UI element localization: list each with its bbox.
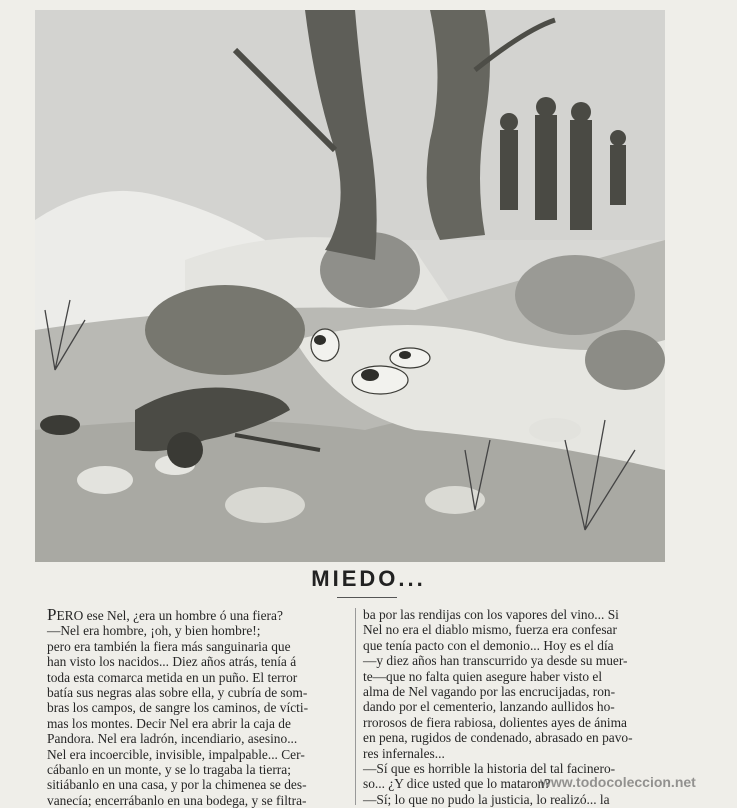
title-divider bbox=[337, 597, 397, 598]
watermark-text: www.todocoleccion.net bbox=[540, 774, 696, 790]
text-line: Pandora. Nel era ladrón, incendiario, asesino... bbox=[47, 731, 298, 747]
text-line: alma de Nel vagando por las encrucijadas, ron- bbox=[363, 684, 616, 700]
text-line: bras los campos, de sangre los caminos, de vícti- bbox=[47, 700, 309, 716]
text-line: mas los montes. Decir Nel era abrir la caja de bbox=[47, 715, 291, 731]
text-line: Nel era incoercible, invisible, impalpable... Cer- bbox=[47, 746, 305, 762]
text-line: so... ¿Y dice usted que lo mataron? bbox=[363, 776, 551, 792]
text-line: cábanlo en un monte, y se lo tragaba la tierra; bbox=[47, 762, 291, 778]
text-line: que tenía pacto con el demonio... Hoy es el día bbox=[363, 637, 614, 653]
text-line: —y diez años han transcurrido ya desde su muer- bbox=[363, 653, 628, 669]
text-line: —Sí; lo que no pudo la justicia, lo realizó... la bbox=[363, 791, 610, 807]
text-line: ba por las rendijas con los vapores del vino... Si bbox=[363, 607, 619, 622]
text-line: sitiábanlo en una casa, y por la chimenea se des- bbox=[47, 777, 307, 793]
text-line: batía sus negras alas sobre ella, y cubría de som- bbox=[47, 685, 308, 701]
column-divider bbox=[355, 608, 356, 805]
text-line: en pena, rugidos de condenado, abrasado en pavo- bbox=[363, 730, 633, 746]
text-line: ERO ese Nel, ¿era un hombre ó una fiera? bbox=[56, 608, 283, 623]
engraving-illustration bbox=[35, 10, 665, 562]
text-line: toda esta comarca metida en un puño. El terror bbox=[47, 669, 298, 685]
text-line: res infernales... bbox=[363, 745, 445, 761]
paragraph-line bbox=[47, 607, 349, 623]
text-line: vanecía; encerrábanlo en una bodega, y se filtra- bbox=[47, 792, 307, 808]
text-line: te—que no falta quien asegure haber visto el bbox=[363, 668, 603, 684]
article-title: MIEDO... bbox=[311, 566, 426, 591]
left-text-column bbox=[47, 607, 349, 808]
text-line: han visto los nacidos... Diez años atrás, tenía á bbox=[47, 654, 297, 670]
text-line: rrorosos de fiera rabiosa, dolientes ayes de ánima bbox=[363, 714, 627, 730]
hunting-scene-illustration bbox=[35, 10, 665, 562]
text-line: pero era también la fiera más sanguinaria que bbox=[47, 638, 291, 654]
text-line: —Nel era hombre, ¡oh, y bien hombre!; bbox=[47, 623, 261, 639]
drop-cap: P bbox=[47, 605, 57, 624]
text-line: Nel no era el diablo mismo, fuerza era confesar bbox=[363, 622, 617, 638]
text-line: —Sí que es horrible la historia del tal facinero- bbox=[363, 761, 616, 777]
text-line: dando por el cementerio, lanzando aullidos ho- bbox=[363, 699, 615, 715]
